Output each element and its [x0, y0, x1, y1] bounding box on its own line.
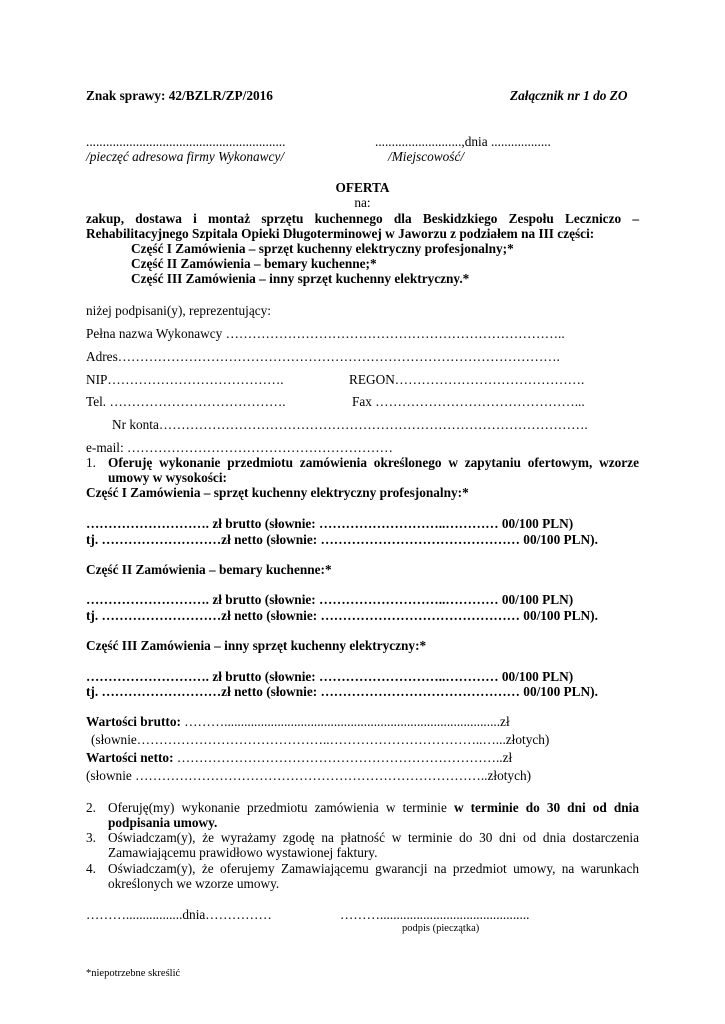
decl-3-number: 3. — [86, 830, 96, 845]
item-1-number: 1. — [86, 455, 96, 470]
part-3-heading: Część III Zamówienia – inny sprzęt kuchenny elektryczny:* — [86, 638, 427, 653]
decl-3-line-1: Oświadczam(y), że wyrażamy zgodę na płatność w terminie do 30 dni od dnia dostarczenia — [108, 830, 639, 845]
subject-line-2: Rehabilitacyjnego Szpitala Opieki Długoterminowej w Jaworzu z podziałem na III części: — [86, 226, 595, 241]
offer-subtitle: na: — [354, 195, 371, 210]
total-netto-label: Wartości netto: — [86, 750, 174, 765]
stamp-label: /pieczęć adresowa firmy Wykonawcy/ — [86, 149, 285, 164]
fax-field: Fax ………………………………………... — [352, 394, 585, 409]
part-2-netto: tj. ………………………zł netto (słownie: ……………………………………… 00/100 PLN). — [86, 608, 598, 623]
attachment-label: Załącznik nr 1 do ZO — [510, 88, 628, 103]
signature-label: podpis (pieczątka) — [402, 923, 480, 934]
decl-4-line-2: określonych we wzorze umowy. — [108, 876, 280, 891]
part-2-heading: Część II Zamówienia – bemary kuchenne:* — [86, 562, 332, 577]
subject-line-1: zakup, dostawa i montaż sprzętu kuchennego dla Beskidzkiego Zespołu Leczniczo – — [86, 211, 639, 226]
contractor-name-field: Pełna nazwa Wykonawcy ………………………………………………………………….. — [86, 326, 565, 341]
part-1-brutto: ………………………. zł brutto (słownie: ………………………..………… 00/100 PLN) — [86, 516, 574, 531]
decl-4-number: 4. — [86, 861, 96, 876]
part-1-heading: Część I Zamówienia – sprzęt kuchenny elektryczny profesjonalny:* — [86, 485, 469, 500]
total-brutto-label: Wartości brutto: — [86, 714, 181, 729]
decl-2-term: w terminie do 30 dni od dnia — [453, 800, 639, 815]
total-netto-dots: ………………………………………………………………..zł — [173, 750, 513, 765]
stamp-dots: ............................................................ — [86, 134, 286, 149]
decl-4-line-1: Oświadczam(y), że oferujemy Zamawiającemu gwarancji na przedmiot umowy, na warunkach — [108, 861, 639, 876]
part-3-netto: tj. ………………………zł netto (słownie: ……………………………………… 00/100 PLN). — [86, 684, 598, 699]
total-netto-line — [86, 750, 512, 767]
place-label: /Miejscowość/ — [388, 149, 465, 164]
part-1-netto: tj. ………………………zł netto (słownie: ……………………………………… 00/100 PLN). — [86, 532, 598, 547]
item-1-line-2: umowy w wysokości: — [108, 470, 227, 485]
signature-date-line: ……….................dnia…………… — [86, 907, 272, 922]
regon-field: REGON……………………………………. — [349, 372, 585, 387]
total-brutto-dots: ………...................................................................................zł — [180, 714, 510, 729]
part-2-brutto: ………………………. zł brutto (słownie: ………………………..………… 00/100 PLN) — [86, 592, 574, 607]
item-1-line-1: Oferuję wykonanie przedmiotu zamówienia określonego w zapytaniu ofertowym, wzorze — [108, 455, 639, 470]
decl-3-line-2: Zamawiającemu prawidłowo wystawionej faktury. — [108, 845, 378, 860]
place-date-dots: ..........................,dnia .................. — [375, 134, 551, 149]
part-3-brutto: ………………………. zł brutto (słownie: ………………………..………… 00/100 PLN) — [86, 669, 574, 684]
subject-part-3: Część III Zamówienia – inny sprzęt kuchenny elektryczny.* — [131, 271, 470, 286]
nip-field: NIP…………………………………. — [86, 372, 284, 387]
footnote: *niepotrzebne skreślić — [86, 968, 181, 979]
offer-title: OFERTA — [335, 180, 390, 195]
address-field: Adres………………………………………………………………………………………. — [86, 349, 560, 364]
subject-part-2: Część II Zamówienia – bemary kuchenne;* — [131, 256, 377, 271]
email-field: e-mail: …………………………………………………… — [86, 440, 393, 455]
signature-line: ………............................................. — [340, 907, 530, 922]
decl-2-number: 2. — [86, 800, 96, 815]
account-field: Nr konta……………………………………………………………………………………. — [112, 417, 588, 432]
decl-2-line-2: podpisania umowy. — [108, 815, 218, 830]
subject-part-1: Część I Zamówienia – sprzęt kuchenny elektryczny profesjonalny;* — [131, 241, 514, 256]
total-brutto-words: (słownie……………………………………..……………………………..…...złotych) — [91, 732, 550, 747]
intro-text: niżej podpisani(y), reprezentujący: — [86, 303, 271, 318]
tel-field: Tel. …………………………………. — [86, 394, 286, 409]
decl-2-text: Oferuję(my) wykonanie przedmiotu zamówienia w terminie — [108, 800, 454, 815]
case-number: Znak sprawy: 42/BZLR/ZP/2016 — [86, 88, 273, 103]
total-netto-words: (słownie ……………………………………………………………………..złotych) — [86, 768, 532, 783]
total-brutto-line — [86, 714, 510, 731]
